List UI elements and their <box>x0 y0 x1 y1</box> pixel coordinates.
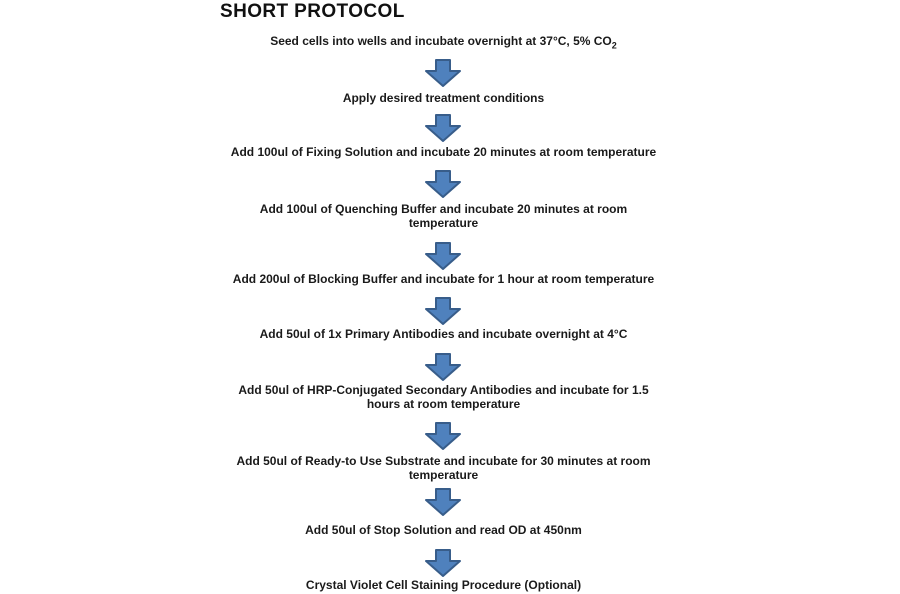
protocol-step <box>206 383 681 411</box>
protocol-step <box>206 327 681 341</box>
down-arrow-icon <box>424 422 462 450</box>
protocol-step <box>206 578 681 592</box>
protocol-step <box>206 523 681 537</box>
protocol-step <box>206 145 681 159</box>
protocol-step <box>206 202 681 230</box>
step-text-line2: temperature <box>408 216 479 230</box>
step-text: Add 50ul of Stop Solution and read OD at 450nm <box>305 523 582 537</box>
step-text: Add 100ul of Quenching Buffer and incubate 20 minutes at room <box>259 202 628 216</box>
down-arrow-icon <box>424 353 462 381</box>
step-text: Add 200ul of Blocking Buffer and incubate for 1 hour at room temperature <box>232 272 655 286</box>
protocol-step <box>206 454 681 482</box>
protocol-step <box>206 34 681 51</box>
down-arrow-icon <box>424 488 462 516</box>
step-text: Add 100ul of Fixing Solution and incubate 20 minutes at room temperature <box>230 145 657 159</box>
protocol-step <box>206 91 681 105</box>
step-text: Crystal Violet Cell Staining Procedure (Optional) <box>305 578 582 592</box>
down-arrow-icon <box>424 242 462 270</box>
down-arrow-icon <box>424 170 462 198</box>
step-text-line2: hours at room temperature <box>366 397 521 411</box>
step-text: Add 50ul of 1x Primary Antibodies and incubate overnight at 4°C <box>259 327 628 341</box>
step-text-line2: temperature <box>408 468 479 482</box>
page-title: SHORT PROTOCOL <box>220 1 405 22</box>
step-text: Add 50ul of Ready-to Use Substrate and incubate for 30 minutes at room <box>236 454 651 468</box>
down-arrow-icon <box>424 297 462 325</box>
subscript: 2 <box>611 40 617 51</box>
down-arrow-icon <box>424 114 462 142</box>
down-arrow-icon <box>424 549 462 577</box>
down-arrow-icon <box>424 59 462 87</box>
protocol-step <box>206 272 681 286</box>
step-text: Add 50ul of HRP-Conjugated Secondary Antibodies and incubate for 1.5 <box>238 383 649 397</box>
step-text: Apply desired treatment conditions <box>342 91 545 105</box>
step-text: Seed cells into wells and incubate overnight at 37°C, 5% $CO_2$ <box>270 34 617 51</box>
